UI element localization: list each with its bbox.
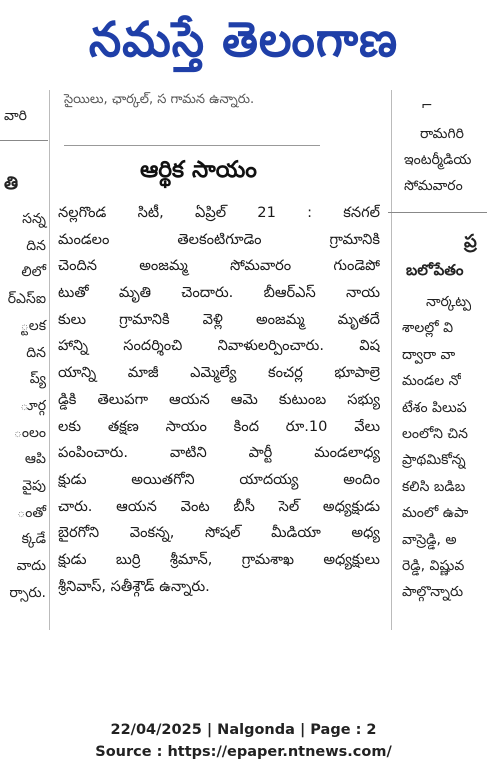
- masthead: [0, 0, 487, 78]
- masthead-title: నమస్తే తెలంగాణ: [88, 10, 399, 68]
- right-fragment-line: రెడ్డి, విష్ణువ: [402, 558, 465, 574]
- article-line: టుతో మృతి చెందారు. బీఆర్ఎస్ నాయ: [58, 284, 380, 302]
- top-strip-text: సైయిలు, ఛార్కల్, స గామన ఉన్నారు.: [64, 92, 255, 107]
- right-fragment-line: పాల్గొన్నారు: [402, 584, 464, 601]
- article-line: చెందిన అంజమ్మ సోమవారం గుండెపో: [58, 257, 380, 275]
- left-fragment-line: ఆపి: [24, 451, 46, 468]
- article-line: లకు తక్షణ సాయం కింద రూ.10 వేలు: [58, 417, 380, 435]
- right-top-fragment-4: సోమవారం: [404, 178, 463, 194]
- left-fragment-line: ్టలక: [20, 317, 46, 334]
- left-fragment-line: ంతో: [17, 504, 46, 521]
- column-divider-left: [49, 90, 50, 630]
- left-fragment-line: ర్సారు.: [9, 584, 46, 601]
- right-fragment-line: కలిసి బడిబ: [402, 478, 466, 495]
- right-fragment-line: లంలోని చిన: [402, 426, 468, 442]
- article-line: యాన్ని మాజీ ఎమ్మెల్యే కంచర్ల భూపాల్రె: [58, 364, 380, 382]
- right-heading-fragment-2: బలోపేతం: [406, 261, 464, 279]
- left-heading-fragment: తి: [4, 173, 19, 194]
- right-heading-fragment-1: ప్ర: [464, 231, 477, 252]
- right-fragment-line: శాలల్లో వి: [402, 320, 454, 337]
- left-rule: [0, 140, 48, 141]
- article-line: మండలం తెలకంటిగూడెం గ్రామానికి: [58, 230, 380, 248]
- left-fragment-line: క్కడే: [21, 531, 46, 548]
- caption-date-edition: 22/04/2025 | Nalgonda | Page : 2: [110, 722, 377, 738]
- article-line: పంపించారు. వాటిని పార్టీ మండలాధ్య: [58, 444, 380, 462]
- article-headline: ఆర్థిక సాయం: [140, 157, 257, 183]
- left-fragment-line: ర్ఎస్ఐ: [7, 291, 46, 308]
- left-fragment-line: ప్య్: [29, 371, 46, 388]
- article-line: నల్లగొండ సిటీ, ఏప్రిల్ 21 : కనగల్: [58, 204, 380, 221]
- article-line: చారు. ఆయన వెంట బీసీ సెల్ అధ్యక్షుడు: [58, 497, 380, 515]
- right-top-fragment-1: ⌐: [421, 98, 433, 114]
- right-fragment-line: మండల నో: [402, 373, 462, 390]
- article-line: హాన్ని సందర్శించి నివాళులర్పించారు. విష: [58, 337, 380, 355]
- right-top-fragment-2: రామగిరి: [420, 126, 464, 142]
- right-fragment-line: టేశం పిలుప: [402, 399, 467, 416]
- left-fragment-line: దిన: [26, 344, 46, 361]
- article-line: క్షుడు అయితగోని యాదయ్య అందిం: [58, 470, 380, 488]
- right-top-fragment-3: ఇంటర్మీడియ: [404, 152, 472, 168]
- left-top-fragment: వారి: [4, 108, 27, 124]
- caption-source: Source : https://epaper.ntnews.com/: [95, 744, 392, 760]
- right-fragment-line: వాస్రెడ్డి, అ: [402, 531, 457, 548]
- left-fragment-line: సన్న: [22, 211, 46, 227]
- article-body: [58, 200, 380, 600]
- left-fragment-line: వాదు: [16, 558, 46, 575]
- left-fragment-line: దిన: [26, 237, 46, 254]
- right-fragment-line: ద్వారా వా: [402, 346, 456, 363]
- left-fragment-line: వైపు: [22, 478, 46, 494]
- right-fragment-line: నార్కట్ప: [426, 294, 472, 310]
- left-fragment-line: లిలో: [21, 264, 46, 281]
- column-divider-right: [391, 90, 392, 630]
- article-line: శ్రీనివాస్, సతీశ్గౌడ్ ఉన్నారు.: [58, 577, 210, 595]
- left-fragment-line: ూర్గ: [20, 397, 46, 414]
- article-line: కులు గ్రామానికి వెళ్లి అంజమ్మ మృతదే: [58, 310, 380, 328]
- right-fragment-line: మంలో ఉపా: [402, 505, 469, 522]
- article-line: బైరగోని వెంకన్న, సోషల్ మీడియా అధ్య: [58, 524, 380, 542]
- article-line: డ్డికి తెలుపగా ఆయన ఆమె కుటుంబ సభ్యు: [58, 390, 380, 408]
- right-rule: [388, 212, 487, 213]
- left-fragment-line: ంలం: [13, 424, 46, 441]
- right-fragment-line: ప్రాథమికోన్న: [402, 452, 466, 469]
- center-top-rule: [64, 145, 320, 146]
- article-line: క్షుడు బుర్రి శ్రీమాన్, గ్రామశాఖ అధ్యక్షులు: [58, 550, 380, 568]
